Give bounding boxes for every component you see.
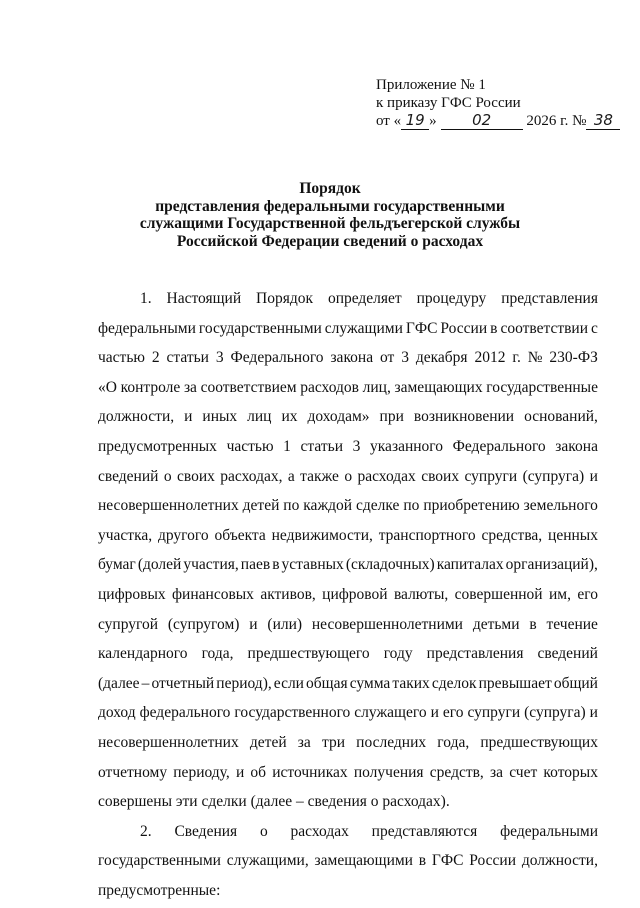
- paragraph-line: 2. Сведения о расходах представляются федеральными: [140, 822, 598, 840]
- document-body: [98, 284, 598, 905]
- paragraph-line: государственными служащими, замещающими в ГФС России должности,: [98, 852, 598, 870]
- title-line: Порядок: [299, 180, 361, 197]
- paragraph-line: должности, и иных лиц их доходам» при возникновении оснований,: [98, 408, 598, 426]
- date-year: 2026 г. №: [526, 113, 587, 129]
- paragraph-line: несовершеннолетних детей за три последних года, предшествующих: [98, 733, 598, 751]
- title-line: служащими Государственной фельдъегерской службы: [139, 215, 521, 233]
- paragraph-line: предусмотренных частью 1 статьи 3 указанного Федерального закона: [98, 437, 598, 455]
- document-title: [90, 180, 570, 250]
- annex-title: Приложение № 1: [376, 77, 486, 93]
- date-quote-close: »: [429, 113, 437, 129]
- handwritten-month: 02: [472, 111, 492, 129]
- paragraph-line: супругой (супругом) и (или) несовершеннолетними детьми в течение: [98, 615, 598, 633]
- paragraph-line: сведений о своих расходах, а также о расходах своих супруги (супруга) и: [98, 467, 598, 485]
- paragraph-line: бумаг (долей участия, паев в уставных (складочных) капиталах организаций),: [98, 556, 598, 574]
- paragraph-line: отчетному периоду, и об источниках получения средств, за счет которых: [98, 763, 598, 781]
- annex-date-line: [376, 112, 620, 130]
- paragraph-line: цифровых финансовых активов, цифровой валюты, совершенной им, его: [98, 585, 598, 603]
- handwritten-day: 19: [405, 111, 425, 129]
- annex-order-ref: к приказу ГФС России: [376, 95, 521, 111]
- title-line: представления федеральными государственными: [155, 197, 505, 215]
- title-line: Российской Федерации сведений о расходах: [176, 232, 484, 250]
- paragraph-line: федеральными государственными служащими ГФС России в соответствии с: [98, 319, 598, 337]
- paragraph-line: несовершеннолетних детей по каждой сделке по приобретению земельного: [98, 497, 598, 515]
- annex-header: [376, 76, 620, 130]
- paragraph-line-last: предусмотренные:: [98, 881, 221, 899]
- paragraph-line-last: совершены эти сделки (далее – сведения о расходах).: [98, 793, 450, 811]
- paragraph-line: частью 2 статьи 3 Федерального закона от 3 декабря 2012 г. № 230-ФЗ: [98, 349, 598, 367]
- paragraph-line: календарного года, предшествующего году представления сведений: [98, 645, 598, 663]
- date-prefix: от «: [376, 113, 402, 129]
- paragraph-line: (далее – отчетный период), если общая сумма таких сделок превышает общий: [98, 674, 598, 692]
- handwritten-number: 38: [593, 111, 613, 129]
- paragraph-line: 1. Настоящий Порядок определяет процедуру представления: [140, 290, 598, 307]
- paragraph-line: доход федерального государственного служащего и его супруги (супруга) и: [98, 704, 598, 722]
- paragraph-line: участка, другого объекта недвижимости, транспортного средства, ценных: [98, 526, 598, 544]
- paragraph-line: «О контроле за соответствием расходов лиц, замещающих государственные: [98, 378, 598, 396]
